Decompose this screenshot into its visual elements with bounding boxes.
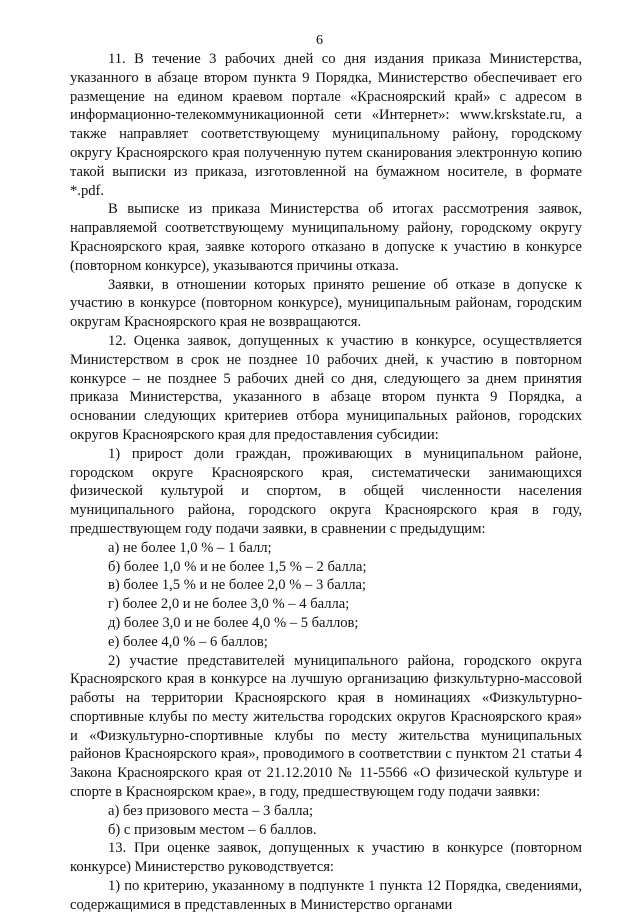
list-item: б) с призовым местом – 6 баллов. (108, 821, 317, 838)
paragraph: В выписке из приказа Министерства об итогах рассмотрения заявок, направляемой соответствующему муниципальному району, городскому округу Красноярского края, заявке которого отказано в допуске к участию в конкурсе (повторном конкурсе), указываются причины отказа. (70, 201, 582, 274)
document-body (70, 50, 582, 915)
paragraph: 1) по критерию, указанному в подпункте 1 пункта 12 Порядка, сведениями, содержащимися в представленных в Министерство органами (70, 878, 582, 913)
paragraph: 1) прирост доли граждан, проживающих в муниципальном районе, городском округе Красноярского края, систематически занимающихся физической культурой и спортом, в общей численности населения муниципального района, городского округа Красноярского края в году, предшествующем году подачи заявки, в сравнении с предыдущим: (70, 445, 582, 537)
paragraph: Заявки, в отношении которых принято решение об отказе в допуске к участию в конкурсе (повторном конкурсе), муниципальным районам, городским округам Красноярского края не возвращаются. (70, 276, 582, 331)
list-item: а) без призового места – 3 балла; (108, 802, 314, 819)
list-item: а) не более 1,0 % – 1 балл; (108, 539, 272, 556)
page-number: 6 (316, 33, 323, 48)
list-item: д) более 3,0 и не более 4,0 % – 5 баллов; (108, 614, 359, 631)
list-item: е) более 4,0 % – 6 баллов; (108, 633, 268, 650)
paragraph: 11. В течение 3 рабочих дней со дня издания приказа Министерства, указанного в абзаце втором пункта 9 Порядка, Министерство обеспечивает его размещение на едином краевом портале «Красноярский край» с адресом в информационно-телекоммуникационной сети «Интернет»: www.krskstate.ru, а также направляет соответствующему муниципальному району, городскому округу Красноярского края полученную путем сканирования электронную копию такой выписки из приказа, изготовленной на бумажном носителе, в формате *.pdf. (70, 51, 582, 199)
list-item: б) более 1,0 % и не более 1,5 % – 2 балла; (108, 558, 367, 575)
list-item: в) более 1,5 % и не более 2,0 % – 3 балла; (108, 577, 367, 594)
paragraph: 12. Оценка заявок, допущенных к участию в конкурсе, осуществляется Министерством в срок не позднее 10 рабочих дней, к участию в повторном конкурсе – не позднее 5 рабочих дней со дня, следующего за днем принятия приказа Министерства, указанного в абзаце втором пункта 9 Порядка, а основании следующих критериев отбора муниципальных районов, городских округов Красноярского края для предоставления субсидии: (70, 332, 582, 443)
list-item: г) более 2,0 и не более 3,0 % – 4 балла; (108, 596, 350, 613)
paragraph: 13. При оценке заявок, допущенных к участию в конкурсе (повторном конкурсе) Министерство руководствуется: (70, 840, 582, 876)
paragraph: 2) участие представителей муниципального района, городского округа Красноярского края в конкурсе на лучшую организацию физкультурно-массовой работы на территории Красноярского края в номинациях «Физкультурно-спортивные клубы по месту жительства городских округов Красноярского края» и «Физкультурно-спортивные клубы по месту жительства муниципальных районов Красноярского края», проводимого в соответствии с пунктом 21 статьи 4 Закона Красноярского края от 21.12.2010 № 11-5566 «О физической культуре и спорте в Красноярском крае», в году, предшествующем году подачи заявки: (70, 652, 582, 801)
